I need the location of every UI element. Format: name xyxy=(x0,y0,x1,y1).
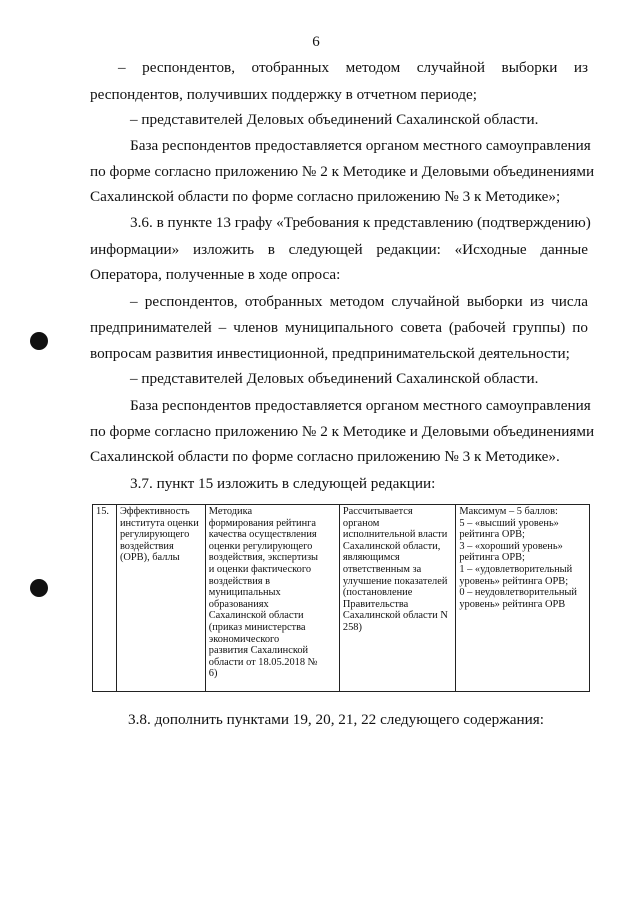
cell-text-line: Сахалинской области, xyxy=(342,540,441,552)
cell-text-line: оценки регулирующего xyxy=(208,540,313,552)
cell-text-line: 258) xyxy=(342,621,362,633)
text-line: вопросам развития инвестиционной, предпринимательской деятельности; xyxy=(90,345,570,362)
cell-text-line: 6) xyxy=(208,668,218,680)
cell-text-line: экономического xyxy=(208,633,280,645)
cell-text-line: 1 – «удовлетворительный xyxy=(459,563,573,575)
cell-text-line: формирования рейтинга xyxy=(208,517,317,529)
cell-text-line: (приказ министерства xyxy=(208,621,306,633)
text-line: 3.6. в пункте 13 графу «Требования к представлению (подтверждению) xyxy=(130,214,591,231)
cell-text-line: исполнительной власти xyxy=(342,529,448,541)
cell-text-line: и оценки фактического xyxy=(208,563,312,575)
table-cell-calculation xyxy=(339,505,455,692)
cell-text-line: 3 – «хороший уровень» xyxy=(459,540,563,552)
cell-text-line: 5 – «высший уровень» xyxy=(459,517,559,529)
text-line: Оператора, полученные в ходе опроса: xyxy=(90,266,341,283)
binder-hole-mark xyxy=(30,579,48,597)
text-line: – респондентов, отобранных методом случайной выборки из числа xyxy=(130,293,588,310)
cell-text-line: института оценки xyxy=(119,517,199,529)
table-cell-number: 15. xyxy=(93,505,117,692)
cell-text-line: (ОРВ), баллы xyxy=(119,552,180,564)
cell-text-line: уровень» рейтинга ОРВ; xyxy=(459,575,569,587)
text-line: информации» изложить в следующей редакции: «Исходные данные xyxy=(90,241,588,258)
text-line: предпринимателей – членов муниципального совета (рабочей группы) по xyxy=(90,319,588,336)
cell-text-line: органом xyxy=(342,517,380,529)
text-line: Сахалинской области по форме согласно приложению № 3 к Методике». xyxy=(90,448,560,465)
cell-text-line: рейтинга ОРВ; xyxy=(459,552,525,564)
cell-text-line: Максимум – 5 баллов: xyxy=(459,506,558,517)
text-line: – представителей Деловых объединений Сахалинской области. xyxy=(130,370,539,387)
binder-hole-mark xyxy=(30,332,48,350)
cell-text-line: Рассчитывается xyxy=(342,506,413,517)
text-line: по форме согласно приложению № 2 к Методике и Деловыми объединениями xyxy=(90,163,595,180)
text-line: База респондентов предоставляется органом местного самоуправления xyxy=(130,397,591,414)
page-number: 6 xyxy=(312,34,320,50)
text-line: 3.7. пункт 15 изложить в следующей редакции: xyxy=(130,475,436,492)
cell-text-line: рейтинга ОРВ; xyxy=(459,529,525,541)
cell-text-line: улучшение показателей xyxy=(342,575,448,587)
cell-text-line: Эффективность xyxy=(119,506,190,517)
text-line: – респондентов, отобранных методом случайной выборки из xyxy=(118,59,588,76)
cell-text-line: воздействия xyxy=(119,540,174,552)
cell-text-line: развития Сахалинской xyxy=(208,645,309,657)
text-line: по форме согласно приложению № 2 к Методике и Деловыми объединениями xyxy=(90,423,595,440)
cell-text-line: Методика xyxy=(208,506,253,517)
cell-text-line: области от 18.05.2018 № xyxy=(208,656,318,668)
table-row xyxy=(93,505,590,692)
cell-text-line: 0 – неудовлетворительный xyxy=(459,587,577,599)
cell-text-line: воздействия, экспертизы xyxy=(208,552,319,564)
cell-text-line: ответственным за xyxy=(342,563,422,575)
cell-text-line: Правительства xyxy=(342,598,409,610)
table-cell-scoring xyxy=(456,505,590,692)
cell-text-line: воздействия в xyxy=(208,575,271,587)
cell-text-line: Сахалинской области N xyxy=(342,610,448,622)
cell-text-line: (постановление xyxy=(342,587,413,599)
text-line: База респондентов предоставляется органом местного самоуправления xyxy=(130,137,591,154)
cell-text-line: являющимся xyxy=(342,552,400,564)
cell-text-line: регулирующего xyxy=(119,529,190,541)
text-line: – представителей Деловых объединений Сахалинской области. xyxy=(130,111,539,128)
table-cell-methodology xyxy=(205,505,339,692)
cell-text-line: образованиях xyxy=(208,598,269,610)
cell-text-line: муниципальных xyxy=(208,587,281,599)
cell-text-line: качества осуществления xyxy=(208,529,317,541)
cell-text-line: Сахалинской области xyxy=(208,610,304,622)
table-cell-indicator xyxy=(116,505,205,692)
text-line: респондентов, получивших поддержку в отчетном периоде; xyxy=(90,86,477,103)
cell-text-line: уровень» рейтинга ОРВ xyxy=(459,598,566,610)
text-line: Сахалинской области по форме согласно приложению № 3 к Методике»; xyxy=(90,188,561,205)
indicator-table xyxy=(92,504,590,692)
closing-line: 3.8. дополнить пунктами 19, 20, 21, 22 следующего содержания: xyxy=(128,711,544,728)
